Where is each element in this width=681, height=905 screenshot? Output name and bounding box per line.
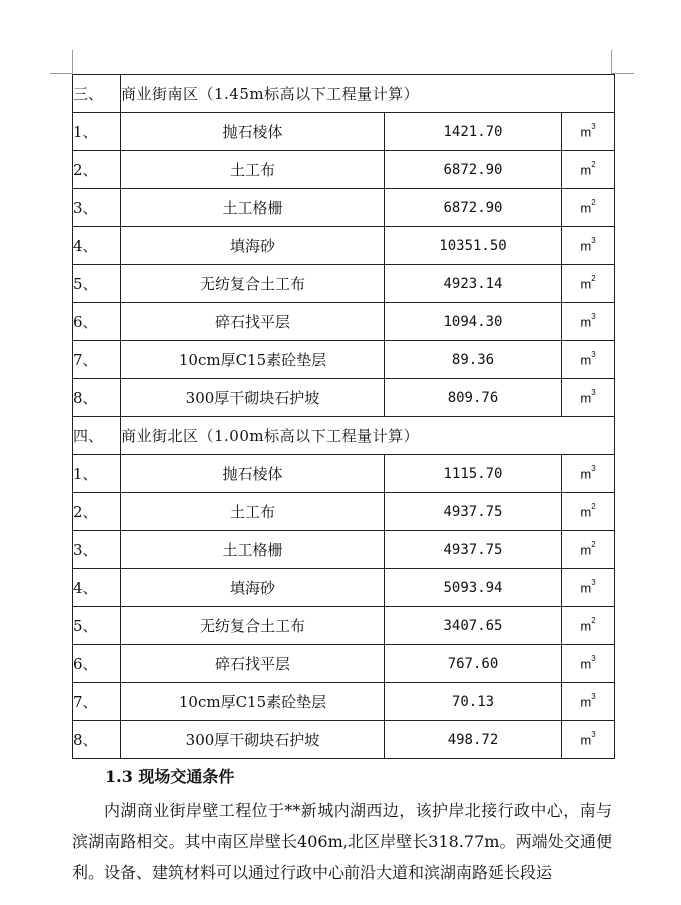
unit-base: m (580, 542, 592, 558)
quantity-table-body (73, 75, 615, 759)
unit-base: m (580, 656, 592, 672)
unit-base: m (580, 238, 592, 254)
table-row (73, 531, 615, 569)
table-row (73, 493, 615, 531)
item-name: 抛石棱体 (121, 113, 385, 151)
crop-mark-right-vertical (611, 50, 612, 74)
item-number: 7、 (73, 341, 121, 379)
item-name: 土工布 (121, 151, 385, 189)
item-quantity: 6872.90 (385, 189, 562, 227)
item-unit (562, 265, 615, 303)
item-name: 碎石找平层 (121, 645, 385, 683)
item-number: 6、 (73, 303, 121, 341)
item-number: 5、 (73, 265, 121, 303)
table-row (73, 379, 615, 417)
unit-exponent: 3 (591, 349, 596, 359)
item-unit (562, 341, 615, 379)
item-number: 2、 (73, 493, 121, 531)
item-quantity: 3407.65 (385, 607, 562, 645)
item-unit (562, 303, 615, 341)
item-unit (562, 683, 615, 721)
item-number: 4、 (73, 569, 121, 607)
item-quantity: 498.72 (385, 721, 562, 759)
section-title: 商业街南区（1.45m标高以下工程量计算） (121, 75, 615, 113)
table-row (73, 645, 615, 683)
body-paragraph (72, 795, 612, 888)
item-quantity: 5093.94 (385, 569, 562, 607)
unit-exponent: 2 (591, 273, 596, 283)
item-unit (562, 493, 615, 531)
paragraph-text: 内湖商业街岸壁工程位于**新城内湖西边，该护岸北接行政中心，南与滨湖南路相交。其中南区岸壁长406m,北区岸壁长318.77m。两端处交通便利。设备、建筑材料可以通过行政中心前沿大道和滨湖南路延长段运 (72, 801, 612, 882)
item-number: 6、 (73, 645, 121, 683)
item-name: 碎石找平层 (121, 303, 385, 341)
item-number: 5、 (73, 607, 121, 645)
item-number: 1、 (73, 113, 121, 151)
item-number: 4、 (73, 227, 121, 265)
item-number: 3、 (73, 189, 121, 227)
unit-base: m (580, 390, 592, 406)
item-quantity: 4923.14 (385, 265, 562, 303)
section-title: 商业街北区（1.00m标高以下工程量计算） (121, 417, 615, 455)
item-unit (562, 645, 615, 683)
unit-exponent: 2 (591, 197, 596, 207)
item-quantity: 4937.75 (385, 493, 562, 531)
item-quantity: 1115.70 (385, 455, 562, 493)
section-header-row (73, 417, 615, 455)
item-name: 土工格栅 (121, 531, 385, 569)
item-quantity: 1421.70 (385, 113, 562, 151)
item-name: 土工布 (121, 493, 385, 531)
unit-exponent: 2 (591, 159, 596, 169)
item-number: 7、 (73, 683, 121, 721)
unit-exponent: 3 (591, 235, 596, 245)
unit-base: m (580, 200, 592, 216)
table-row (73, 189, 615, 227)
item-name: 无纺复合土工布 (121, 265, 385, 303)
item-name: 土工格栅 (121, 189, 385, 227)
item-unit (562, 227, 615, 265)
item-name: 填海砂 (121, 569, 385, 607)
table-row (73, 607, 615, 645)
unit-base: m (580, 466, 592, 482)
unit-exponent: 3 (591, 577, 596, 587)
table-row (73, 341, 615, 379)
item-unit (562, 113, 615, 151)
item-quantity: 767.60 (385, 645, 562, 683)
item-unit (562, 379, 615, 417)
item-number: 3、 (73, 531, 121, 569)
table-row (73, 721, 615, 759)
item-name: 抛石棱体 (121, 455, 385, 493)
table-row (73, 151, 615, 189)
unit-base: m (580, 504, 592, 520)
unit-exponent: 3 (591, 121, 596, 131)
unit-exponent: 3 (591, 463, 596, 473)
table-row (73, 113, 615, 151)
item-number: 1、 (73, 455, 121, 493)
unit-exponent: 3 (591, 311, 596, 321)
item-number: 2、 (73, 151, 121, 189)
section-number: 三、 (73, 75, 121, 113)
unit-exponent: 2 (591, 539, 596, 549)
item-quantity: 70.13 (385, 683, 562, 721)
table-row (73, 455, 615, 493)
item-name: 10cm厚C15素砼垫层 (121, 683, 385, 721)
unit-exponent: 2 (591, 615, 596, 625)
unit-base: m (580, 162, 592, 178)
table-row (73, 683, 615, 721)
unit-base: m (580, 276, 592, 292)
unit-exponent: 2 (591, 501, 596, 511)
item-name: 填海砂 (121, 227, 385, 265)
unit-base: m (580, 580, 592, 596)
item-number: 8、 (73, 721, 121, 759)
unit-base: m (580, 694, 592, 710)
unit-base: m (580, 732, 592, 748)
item-quantity: 809.76 (385, 379, 562, 417)
item-unit (562, 455, 615, 493)
item-number: 8、 (73, 379, 121, 417)
item-unit (562, 151, 615, 189)
section-header-row (73, 75, 615, 113)
unit-base: m (580, 124, 592, 140)
item-unit (562, 721, 615, 759)
crop-mark-right-horizontal (612, 73, 634, 74)
unit-exponent: 3 (591, 387, 596, 397)
item-name: 300厚干砌块石护坡 (121, 379, 385, 417)
unit-exponent: 3 (591, 729, 596, 739)
item-unit (562, 531, 615, 569)
table-row (73, 569, 615, 607)
table-row (73, 227, 615, 265)
crop-mark-left-horizontal (50, 73, 72, 74)
item-name: 无纺复合土工布 (121, 607, 385, 645)
item-unit (562, 569, 615, 607)
unit-base: m (580, 352, 592, 368)
table-row (73, 303, 615, 341)
unit-exponent: 3 (591, 653, 596, 663)
item-quantity: 4937.75 (385, 531, 562, 569)
item-quantity: 6872.90 (385, 151, 562, 189)
item-unit (562, 189, 615, 227)
quantity-table (72, 74, 615, 759)
crop-mark-left-vertical (72, 50, 73, 74)
item-quantity: 89.36 (385, 341, 562, 379)
section-heading: 1.3 现场交通条件 (105, 767, 235, 786)
item-name: 300厚干砌块石护坡 (121, 721, 385, 759)
item-quantity: 10351.50 (385, 227, 562, 265)
item-unit (562, 607, 615, 645)
unit-exponent: 3 (591, 691, 596, 701)
unit-base: m (580, 314, 592, 330)
item-quantity: 1094.30 (385, 303, 562, 341)
unit-base: m (580, 618, 592, 634)
table-row (73, 265, 615, 303)
item-name: 10cm厚C15素砼垫层 (121, 341, 385, 379)
section-number: 四、 (73, 417, 121, 455)
